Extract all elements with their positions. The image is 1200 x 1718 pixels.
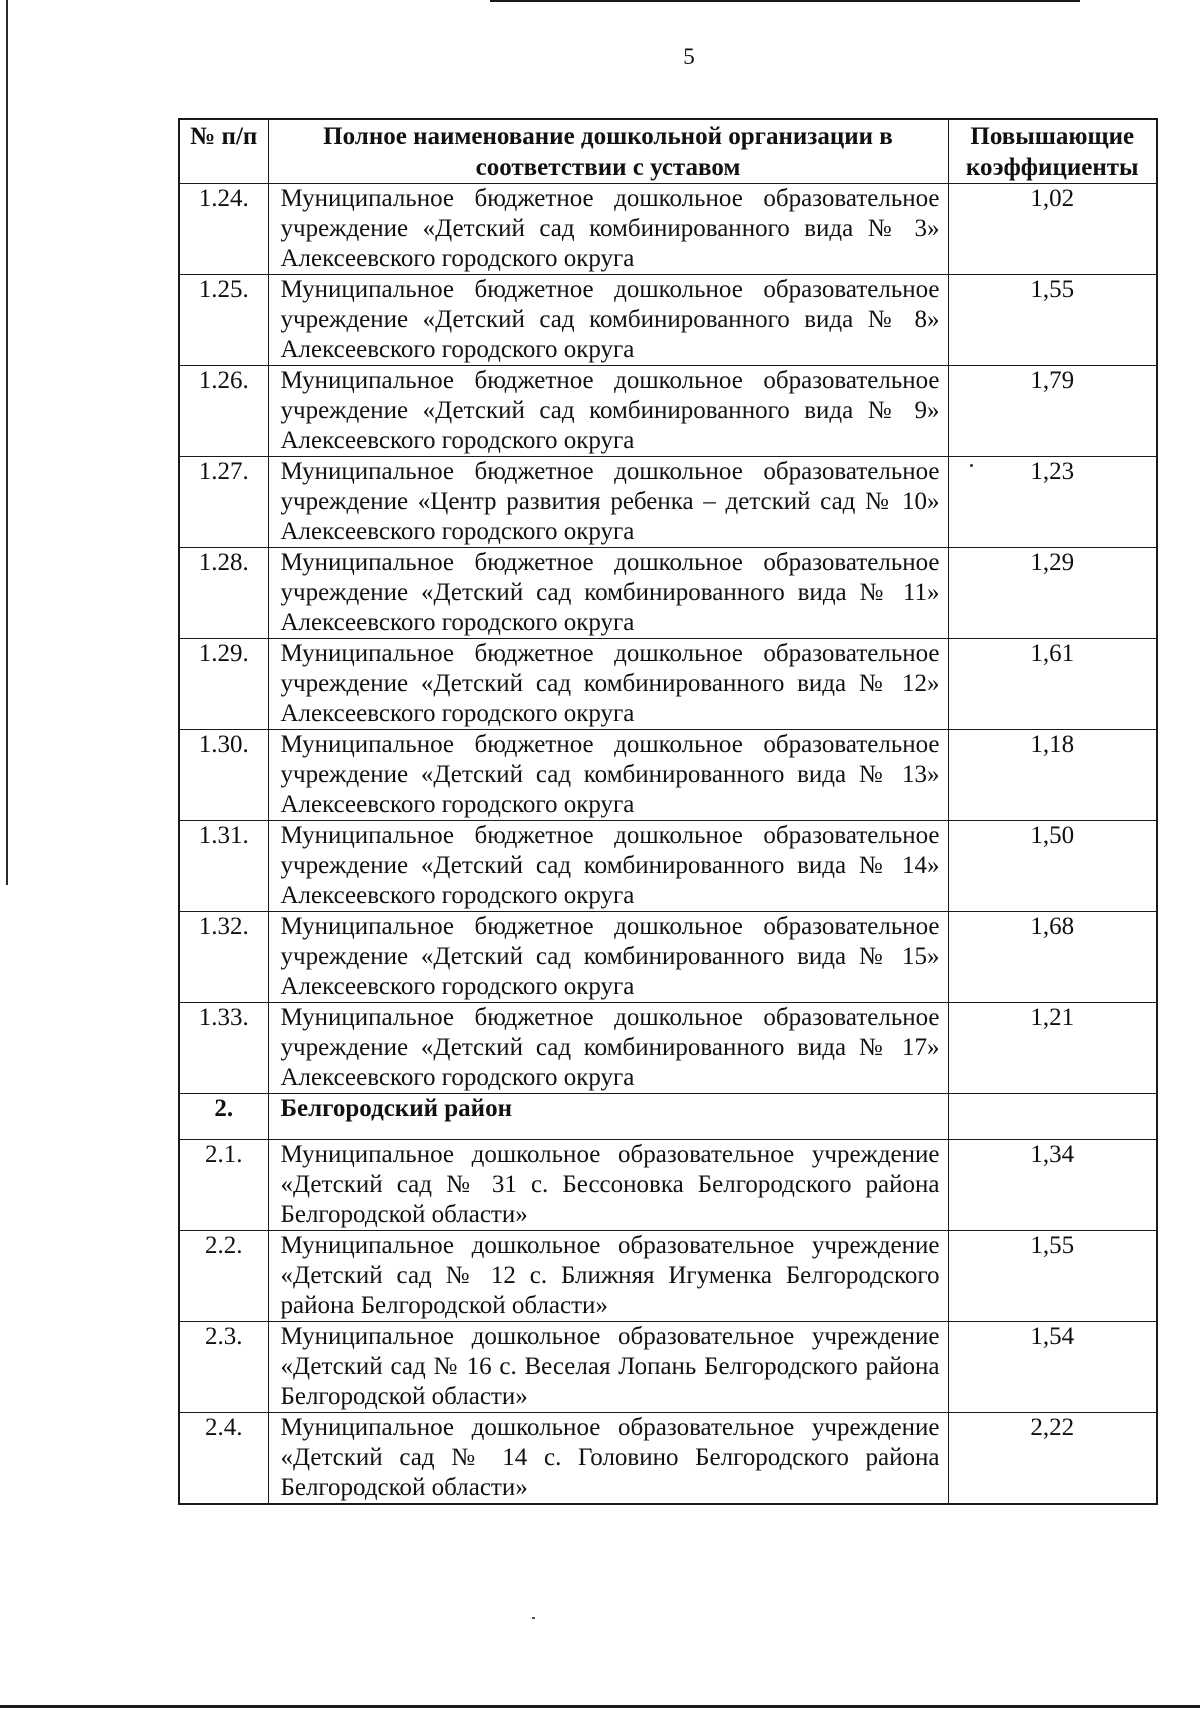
table-row [179,275,1157,366]
table-row [179,639,1157,730]
row-number: 1.25. [179,275,268,366]
organization-name: Муниципальное бюджетное дошкольное образовательное учреждение «Детский сад комбинированного вида № 12» Алексеевского городского округа [268,639,948,730]
row-number: 1.32. [179,912,268,1003]
scan-bottom-border [0,1705,1200,1708]
table-row [179,548,1157,639]
coefficient-value: 1,79 [948,366,1157,457]
coefficient-value: 1,50 [948,821,1157,912]
table-row [179,1140,1157,1231]
table-header-row [179,119,1157,184]
scan-speck [970,464,973,467]
section-empty-cell [948,1094,1157,1140]
organization-name: Муниципальное бюджетное дошкольное образовательное учреждение «Детский сад комбинированного вида № 9» Алексеевского городского округа [268,366,948,457]
scan-left-border [6,0,8,885]
coefficient-value: 1,29 [948,548,1157,639]
row-number: 1.26. [179,366,268,457]
table-row [179,1003,1157,1094]
coefficient-value: 1,18 [948,730,1157,821]
table-row [179,821,1157,912]
organization-name: Муниципальное бюджетное дошкольное образовательное учреждение «Детский сад комбинированного вида № 8» Алексеевского городского округа [268,275,948,366]
coefficient-value: 2,22 [948,1413,1157,1505]
organization-name: Муниципальное бюджетное дошкольное образовательное учреждение «Детский сад комбинированного вида № 14» Алексеевского городского округа [268,821,948,912]
table-row [179,1413,1157,1505]
organization-name: Муниципальное бюджетное дошкольное образовательное учреждение «Детский сад комбинированного вида № 13» Алексеевского городского округа [268,730,948,821]
row-number: 2.4. [179,1413,268,1505]
organization-name: Муниципальное дошкольное образовательное учреждение «Детский сад № 14 с. Головино Белгородского района Белгородской области» [268,1413,948,1505]
row-number: 1.29. [179,639,268,730]
section-header-row [179,1094,1157,1140]
scan-speck [532,1617,535,1619]
organization-name: Муниципальное дошкольное образовательное учреждение «Детский сад № 12 с. Ближняя Игуменка Белгородского района Белгородской области» [268,1231,948,1322]
row-number: 1.30. [179,730,268,821]
table-row [179,184,1157,275]
organization-name: Муниципальное дошкольное образовательное учреждение «Детский сад № 16 с. Веселая Лопань Белгородского района Белгородской области» [268,1322,948,1413]
coefficient-value: 1,23 [948,457,1157,548]
row-number: 2.3. [179,1322,268,1413]
organization-name: Муниципальное дошкольное образовательное учреждение «Детский сад № 31 с. Бессоновка Белгородского района Белгородской области» [268,1140,948,1231]
row-number: 1.31. [179,821,268,912]
coefficient-value: 1,68 [948,912,1157,1003]
coefficient-value: 1,21 [948,1003,1157,1094]
organization-name: Муниципальное бюджетное дошкольное образовательное учреждение «Детский сад комбинированного вида № 3» Алексеевского городского округа [268,184,948,275]
header-coefficient: Повышающие коэффициенты [948,119,1157,184]
page-number: 5 [683,44,695,69]
coefficient-value: 1,02 [948,184,1157,275]
row-number: 1.27. [179,457,268,548]
row-number: 2.2. [179,1231,268,1322]
coefficient-value: 1,55 [948,275,1157,366]
row-number: 1.24. [179,184,268,275]
coefficient-value: 1,61 [948,639,1157,730]
section-number: 2. [179,1094,268,1140]
table-row [179,730,1157,821]
row-number: 1.33. [179,1003,268,1094]
row-number: 2.1. [179,1140,268,1231]
organization-name: Муниципальное бюджетное дошкольное образовательное учреждение «Детский сад комбинированного вида № 11» Алексеевского городского округа [268,548,948,639]
coefficients-table [178,118,1158,1505]
table-row [179,1231,1157,1322]
organization-name: Муниципальное бюджетное дошкольное образовательное учреждение «Центр развития ребенка – детский сад № 10» Алексеевского городского округа [268,457,948,548]
coefficient-value: 1,54 [948,1322,1157,1413]
table-row [179,912,1157,1003]
table-row [179,366,1157,457]
coefficient-value: 1,34 [948,1140,1157,1231]
row-number: 1.28. [179,548,268,639]
table-row [179,1322,1157,1413]
organization-name: Муниципальное бюджетное дошкольное образовательное учреждение «Детский сад комбинированного вида № 15» Алексеевского городского округа [268,912,948,1003]
coefficient-value: 1,55 [948,1231,1157,1322]
header-number: № п/п [179,119,268,184]
organization-name: Муниципальное бюджетное дошкольное образовательное учреждение «Детский сад комбинированного вида № 17» Алексеевского городского округа [268,1003,948,1094]
table-row [179,457,1157,548]
section-title: Белгородский район [268,1094,948,1140]
scan-top-border [490,0,1080,2]
header-organization-name: Полное наименование дошкольной организации в соответствии с уставом [268,119,948,184]
